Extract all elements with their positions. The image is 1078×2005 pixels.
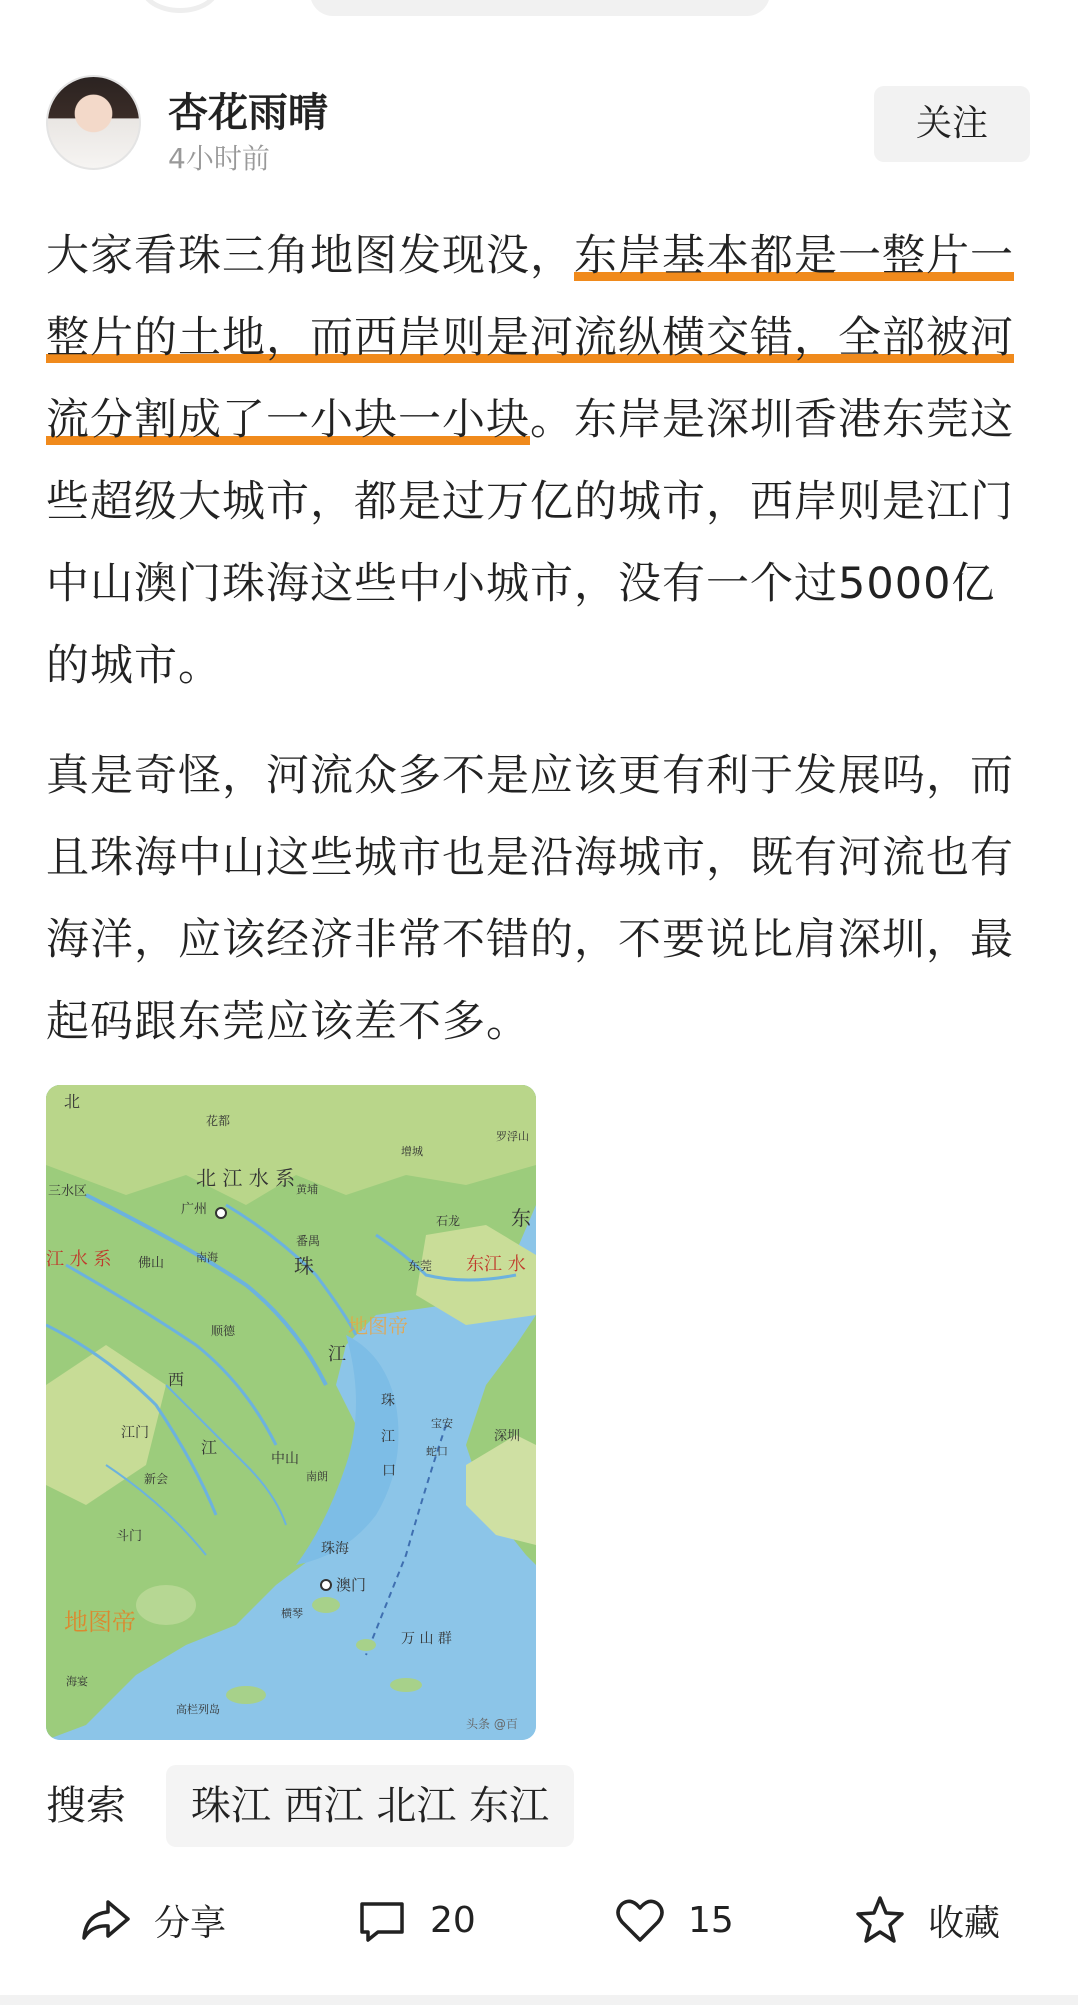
map-label: 江 水 系 [46,1249,112,1270]
bottom-divider [0,1995,1078,2005]
map-label: 江 [328,1344,346,1365]
map-label: 佛山 [138,1256,165,1271]
map-label: 北 江 水 系 [196,1166,296,1190]
avatar[interactable] [46,75,141,170]
map-label: 蛇口 [426,1445,448,1458]
map-label: 西 [168,1370,185,1389]
like-count: 15 [688,1899,734,1941]
back-button-remnant[interactable] [140,0,220,13]
comment-icon [354,1892,410,1948]
map-label: 南朗 [306,1470,328,1483]
map-label: 宝安 [431,1417,453,1430]
map-label: 中山 [271,1451,299,1467]
post-image-map[interactable] [46,1085,536,1740]
paragraph-text: 。东岸是深圳香港东莞这些超级大城市，都是过万亿的城市，西岸则是江门中山澳门珠海这些中小城市，没有一个过5000亿的城市。 [46,395,1014,691]
pearl-river-delta-map [46,1085,536,1740]
map-label: 罗浮山 [496,1130,529,1143]
map-source-credit: 头条 @百 [466,1717,518,1731]
map-watermark: 地图帝 [64,1608,136,1636]
map-label: 新会 [144,1472,169,1486]
map-label: 横琴 [281,1607,303,1620]
top-bar-remnant [0,0,1078,20]
star-icon [852,1892,908,1948]
map-label: 深圳 [494,1429,521,1444]
search-label: 搜索 [46,1783,126,1829]
follow-button[interactable]: 关注 [874,86,1030,162]
map-label: 广州 [181,1202,208,1217]
favorite-label: 收藏 [928,1902,1001,1944]
like-button[interactable] [612,1880,734,1960]
macau-marker [321,1580,331,1590]
map-label: 万 山 群 [401,1631,452,1647]
post-paragraph-2: 真是奇怪，河流众多不是应该更有利于发展吗，而且珠海中山这些城市也是沿海城市，既有河流也有海洋，应该经济非常不错的，不要说比肩深圳，最起码跟东莞应该差不多。 [46,751,1014,1047]
map-label: 增城 [401,1145,423,1158]
map-label: 顺德 [211,1324,236,1338]
map-label: 珠 [381,1393,395,1409]
map-label: 东莞 [408,1259,433,1273]
post-paragraph-1 [46,215,1036,707]
map-label: 珠 [294,1254,314,1278]
share-icon [78,1892,134,1948]
share-label: 分享 [154,1902,227,1944]
paragraph-text: 大家看珠三角地图发现没， [46,231,574,281]
map-label: 石龙 [436,1214,461,1228]
map-label: 江 [201,1438,218,1457]
map-label: 三水区 [48,1184,88,1199]
favorite-button[interactable] [852,1880,1000,1960]
map-label: 江 [381,1429,395,1445]
map-label: 珠海 [321,1541,349,1557]
highlighted-text: 东岸基本都是一整片一整片的土地，而西岸则是河流纵横交错，全部被河流分割成了一小块一小块 [46,231,1014,449]
map-label: 海宴 [66,1675,88,1688]
action-bar [0,1880,1078,1960]
comment-button[interactable] [354,1880,476,1960]
search-bar-remnant[interactable] [310,0,770,16]
map-label: 江门 [121,1425,149,1441]
map-watermark: 地图帝 [348,1314,408,1338]
map-label: 花都 [206,1114,231,1128]
author-name[interactable]: 杏花雨晴 [168,90,328,136]
map-label: 澳门 [336,1576,367,1594]
map-label: 北 [64,1092,81,1111]
map-label: 高栏列岛 [176,1703,220,1716]
search-query-chip[interactable]: 珠江 西江 北江 东江 [166,1765,574,1847]
map-label: 东江 水 [466,1254,526,1275]
post-time: 4小时前 [168,142,270,175]
map-label: 南海 [196,1251,218,1264]
map-label: 番禺 [296,1234,321,1248]
map-label: 口 [382,1463,396,1479]
heart-icon [612,1892,668,1948]
map-label: 斗门 [116,1529,143,1544]
comment-count: 20 [430,1899,476,1941]
map-label: 东 [511,1206,531,1230]
share-button[interactable] [78,1880,226,1960]
author-header [46,75,1030,175]
map-label: 黄埔 [296,1183,318,1196]
guangzhou-marker [216,1208,226,1218]
